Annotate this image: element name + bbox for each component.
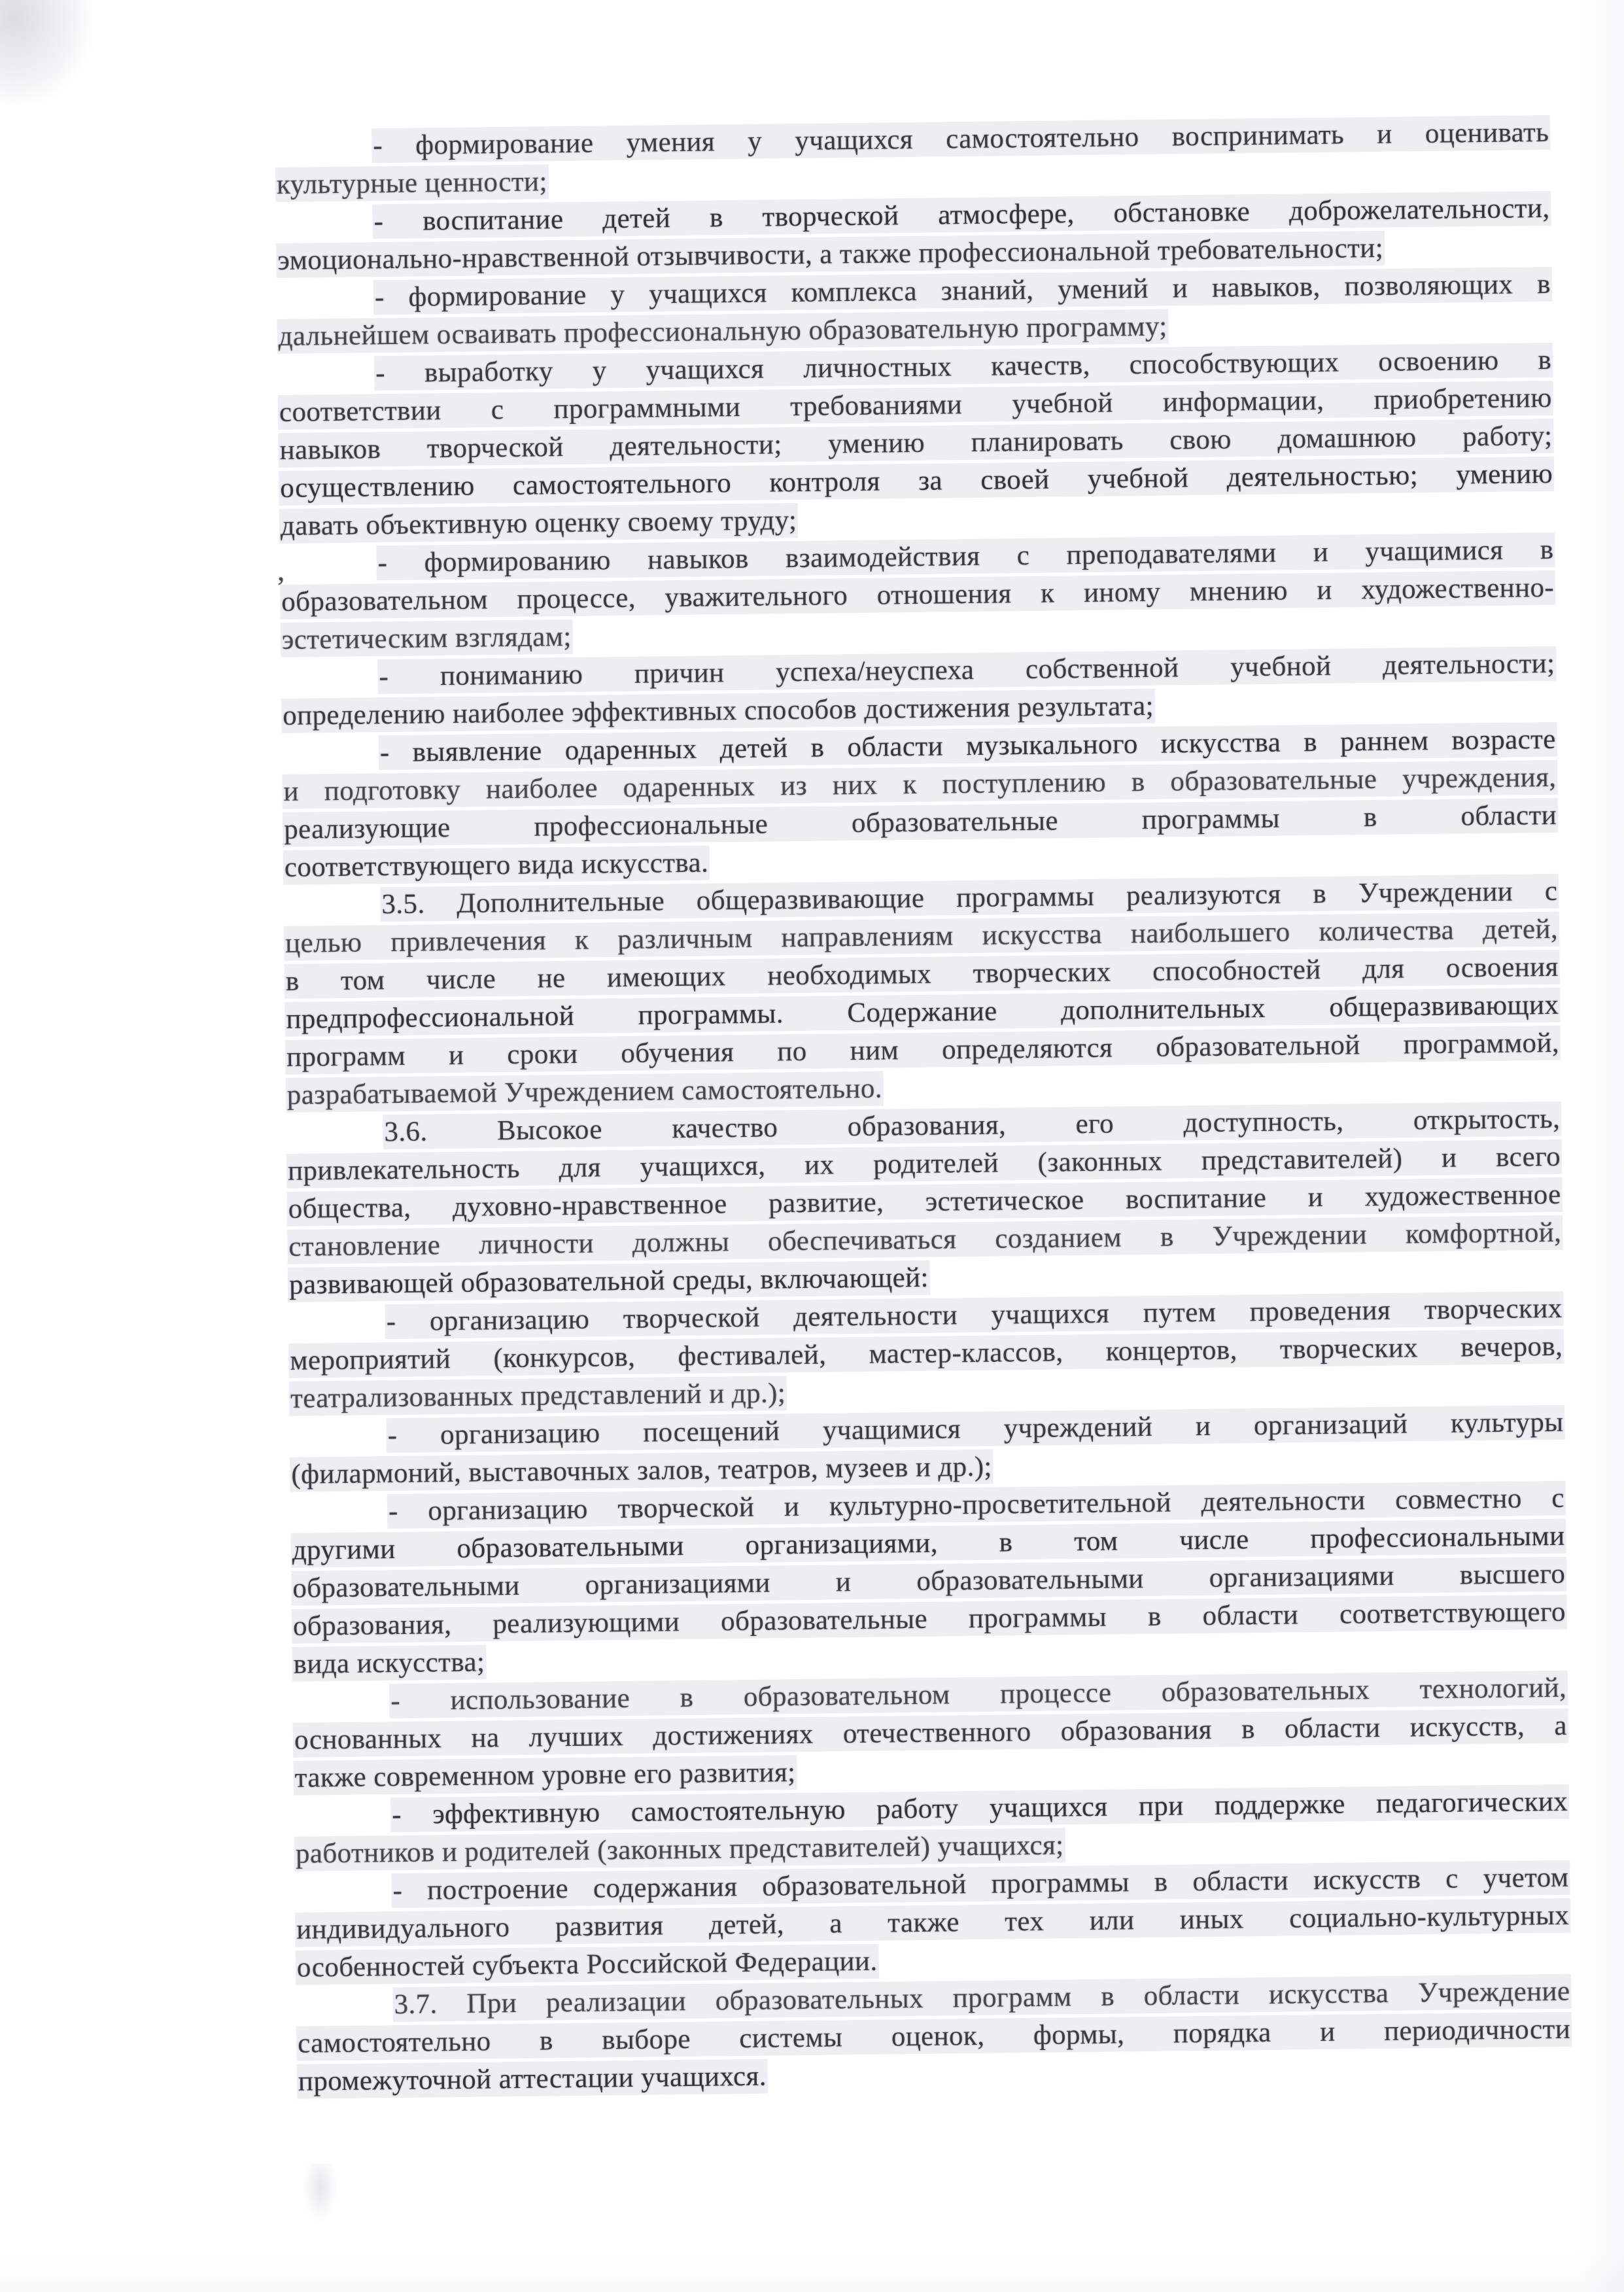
text-line-ink: - формирование у учащихся комплекса знаний, умений и навыков, позволяющих в: [373, 267, 1552, 315]
text-line-ink: - использование в образовательном процессе образовательных технологий,: [389, 1671, 1568, 1718]
text-line-ink: театрализованных представлений и др.);: [289, 1376, 787, 1416]
text-line-ink: становление личности должны обеспечиваться созданием в Учреждении комфортной,: [287, 1215, 1563, 1264]
text-line-ink: программ и сроки обучения по ним определяются образовательной программой,: [285, 1026, 1561, 1075]
document-text-block: [275, 114, 1572, 2101]
text-line-ink: реализующие профессиональные образовательные программы в области: [283, 798, 1558, 847]
text-line-ink: осуществлению самостоятельного контроля за своей учебной деятельностью; умению: [279, 457, 1554, 506]
scan-smudge-top-left: [0, 0, 92, 105]
text-line-ink: образовательными организациями и образовательными организациями высшего: [291, 1557, 1566, 1606]
text-line-ink: вида искусства;: [292, 1644, 486, 1681]
text-line-ink: образования, реализующими образовательные программы в области соответствующего: [292, 1595, 1567, 1644]
text-line-ink: - построение содержания образовательной программы в области искусств с учетом: [391, 1860, 1570, 1908]
text-line-ink: привлекательность для учащихся, их родителей (законных представителей) и всего: [286, 1139, 1562, 1189]
scan-smudge-bottom-left: [302, 2164, 337, 2223]
text-line-ink: - выработку у учащихся личностных качеств, способствующих освоению в: [374, 343, 1553, 391]
text-line-ink: культурные ценности;: [275, 164, 549, 202]
text-line-ink: целью привлечения к различным направлениям искусства наибольшего количества детей,: [284, 912, 1559, 961]
text-line-ink: самостоятельно в выборе системы оценок, формы, порядка и периодичности: [296, 2012, 1572, 2061]
text-line-ink: мероприятий (конкурсов, фестивалей, мастер-классов, концертов, творческих вечеров,: [288, 1329, 1564, 1378]
text-line-ink: давать объективную оценку своему труду;: [279, 503, 799, 544]
scan-edge-shade-bottom: [0, 2253, 1624, 2292]
text-line-ink: работников и родителей (законных представителей) учащихся;: [294, 1828, 1065, 1871]
text-line-ink: особенностей субъекта Российской Федерации.: [296, 1944, 879, 1985]
text-line-ink: эмоционально-нравственной отзывчивости, а также профессиональной требовательности;: [276, 231, 1385, 278]
text-line-ink: - организацию творческой и культурно-просветительной деятельности совместно с: [387, 1481, 1566, 1529]
text-line-ink: дальнейшем осваивать профессиональную образовательную программу;: [277, 309, 1169, 354]
text-line-ink: - организацию посещений учащимися учреждений и организаций культуры: [386, 1405, 1564, 1453]
scan-edge-shade-right: [1578, 0, 1624, 2292]
text-line-ink: промежуточной аттестации учащихся.: [297, 2059, 769, 2099]
text-line-ink: 3.6. Высокое качество образования, его доступность, открытость,: [383, 1102, 1561, 1149]
text-line-ink: другими образовательными организациями, в том числе профессиональными: [290, 1519, 1566, 1568]
text-line-ink: развивающей образовательной среды, включающей:: [288, 1260, 930, 1302]
text-line-ink: образовательном процессе, уважительного отношения к иному мнению и художественно-: [280, 570, 1555, 619]
text-line-ink: основанных на лучших достижениях отечественного образования в области искусств, а: [293, 1709, 1568, 1758]
text-line-ink: - организацию творческой деятельности учащихся путем проведения творческих: [385, 1291, 1563, 1339]
text-line-ink: в том числе не имеющих необходимых творческих способностей для освоения: [284, 950, 1559, 999]
text-line-ink: общества, духовно-нравственное развитие, эстетическое воспитание и художественное: [286, 1177, 1562, 1226]
text-line-ink: также современном уровне его развития;: [293, 1755, 797, 1796]
text-line-ink: - эффективную самостоятельную работу учащихся при поддержке педагогических: [390, 1784, 1569, 1832]
text-line-ink: 3.5. Дополнительные общеразвивающие программы реализуются в Учреждении с: [380, 874, 1559, 922]
text-line-ink: 3.7. При реализации образовательных программ в области искусства Учреждение: [392, 1974, 1571, 2022]
text-line-ink: эстетическим взглядам;: [281, 619, 573, 657]
text-line-ink: навыков творческой деятельности; умению планировать свою домашнюю работу;: [278, 419, 1553, 468]
text-line-ink: - воспитание детей в творческой атмосфере, обстановке доброжелательности,: [372, 191, 1551, 239]
text-line-ink: разрабатываемой Учреждением самостоятельно.: [285, 1071, 884, 1113]
text-line-ink: соответствующего вида искусства.: [283, 846, 710, 885]
text-line-ink: определению наиболее эффективных способов достижения результата;: [281, 689, 1155, 733]
text-line-ink: предпрофессиональной программы. Содержание дополнительных общеразвивающих: [285, 988, 1560, 1037]
text-line-ink: индивидуального развития детей, а также тех или иных социально-культурных: [295, 1898, 1570, 1947]
text-line-ink: - выявление одаренных детей в области музыкального искусства в раннем возрасте: [379, 722, 1557, 770]
scan-artifact-comma: ,: [277, 554, 285, 587]
text-line-ink: - формирование умения у учащихся самостоятельно воспринимать и оценивать: [371, 115, 1550, 163]
text-line-ink: (филармоний, выставочных залов, театров, музеев и др.);: [290, 1450, 993, 1492]
text-line-ink: - пониманию причин успеха/неуспеха собственной учебной деятельности;: [377, 646, 1556, 694]
text-line-ink: соответствии с программными требованиями учебной информации, приобретению: [278, 381, 1553, 430]
text-line-ink: - формированию навыков взаимодействия с преподавателями и учащимися в: [376, 532, 1555, 580]
text-line-ink: и подготовку наиболее одаренных из них к поступлению в образовательные учреждения,: [282, 760, 1557, 809]
